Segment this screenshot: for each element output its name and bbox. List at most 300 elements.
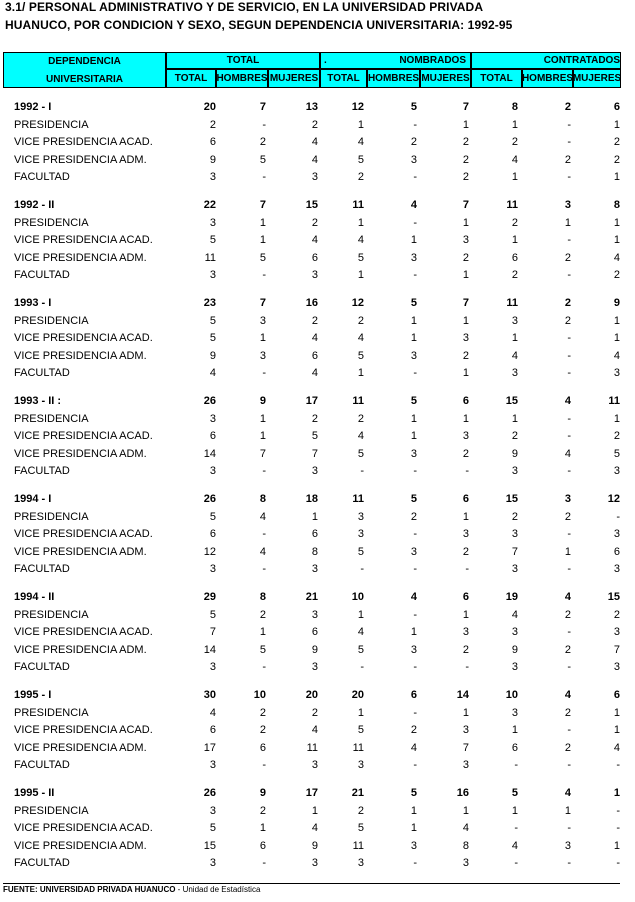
cell-nombrados-mujeres: 2 xyxy=(462,171,469,184)
cell-contratados-total: 1 xyxy=(511,804,518,817)
group-total-hombres: 9 xyxy=(259,787,266,799)
group-total-nombrados-total: 20 xyxy=(351,689,364,701)
cell-contratados-mujeres: 1 xyxy=(613,314,620,327)
cell-contratados-total: 4 xyxy=(511,839,518,852)
cell-total: 4 xyxy=(209,706,216,719)
cell-total: 14 xyxy=(203,447,216,460)
cell-hombres: 1 xyxy=(259,332,266,345)
group-total-contratados-total: 10 xyxy=(505,689,518,701)
cell-contratados-hombres: 2 xyxy=(564,251,571,264)
cell-hombres: - xyxy=(262,528,266,541)
header-total-group: TOTAL xyxy=(166,52,320,69)
cell-nombrados-hombres: - xyxy=(413,367,417,380)
cell-mujeres: 2 xyxy=(311,118,318,131)
cell-nombrados-mujeres: 4 xyxy=(462,822,469,835)
row-label: PRESIDENCIA xyxy=(14,706,89,719)
cell-nombrados-hombres: 3 xyxy=(410,839,417,852)
cell-nombrados-total: 5 xyxy=(357,643,364,656)
cell-mujeres: 2 xyxy=(311,314,318,327)
cell-hombres: 4 xyxy=(259,510,266,523)
group-total-contratados-mujeres: 9 xyxy=(613,297,620,309)
cell-nombrados-total: 5 xyxy=(357,251,364,264)
cell-nombrados-hombres: - xyxy=(413,465,417,478)
group-total-nombrados-total: 12 xyxy=(351,101,364,113)
cell-contratados-total: 6 xyxy=(511,741,518,754)
cell-mujeres: 8 xyxy=(311,545,318,558)
cell-contratados-hombres: 2 xyxy=(564,741,571,754)
group-total-contratados-mujeres: 12 xyxy=(607,493,620,505)
group-total-nombrados-mujeres: 7 xyxy=(462,297,469,309)
cell-nombrados-hombres: 2 xyxy=(410,510,417,523)
group-total-nombrados-total: 11 xyxy=(352,493,364,505)
cell-contratados-total: 4 xyxy=(511,349,518,362)
cell-contratados-total: 9 xyxy=(511,643,518,656)
cell-mujeres: 1 xyxy=(311,510,318,523)
cell-nombrados-mujeres: 2 xyxy=(462,136,469,149)
group-row xyxy=(0,297,635,314)
group-total-mujeres: 15 xyxy=(305,199,318,211)
group-total-nombrados-total: 11 xyxy=(352,395,364,407)
cell-nombrados-total: 2 xyxy=(357,171,364,184)
cell-total: 7 xyxy=(209,626,216,639)
cell-hombres: 1 xyxy=(259,216,266,229)
table-row xyxy=(0,528,635,545)
header-dependencia xyxy=(3,52,166,88)
cell-nombrados-total: 4 xyxy=(357,234,364,247)
cell-nombrados-total: 3 xyxy=(357,528,364,541)
cell-contratados-hombres: 2 xyxy=(564,153,571,166)
subheader-nombrados-mujeres: MUJERES xyxy=(420,69,471,88)
row-label: PRESIDENCIA xyxy=(14,314,89,327)
group-total-nombrados-hombres: 5 xyxy=(410,493,417,505)
cell-contratados-hombres: - xyxy=(567,822,571,835)
cell-total: 12 xyxy=(203,545,216,558)
group-total-contratados-hombres: 2 xyxy=(564,297,571,309)
group-total-nombrados-mujeres: 6 xyxy=(462,395,469,407)
cell-nombrados-mujeres: 1 xyxy=(462,412,469,425)
cell-contratados-hombres: - xyxy=(567,332,571,345)
cell-nombrados-mujeres: 3 xyxy=(462,332,469,345)
cell-nombrados-mujeres: 1 xyxy=(462,608,469,621)
group-total-nombrados-hombres: 4 xyxy=(410,199,417,211)
cell-nombrados-mujeres: 2 xyxy=(462,349,469,362)
cell-contratados-mujeres: 2 xyxy=(613,608,620,621)
cell-mujeres: 4 xyxy=(311,136,318,149)
group-total-contratados-total: 11 xyxy=(506,297,518,309)
cell-mujeres: 3 xyxy=(311,759,318,772)
cell-nombrados-total: 11 xyxy=(352,839,364,852)
group-total-hombres: 7 xyxy=(259,101,266,113)
cell-hombres: 3 xyxy=(259,349,266,362)
cell-contratados-mujeres: - xyxy=(616,857,620,870)
cell-contratados-hombres: - xyxy=(567,528,571,541)
table-row xyxy=(0,332,635,349)
cell-total: 9 xyxy=(209,153,216,166)
cell-nombrados-hombres: - xyxy=(413,118,417,131)
cell-contratados-total: 3 xyxy=(511,626,518,639)
cell-mujeres: 9 xyxy=(311,643,318,656)
cell-nombrados-total: 3 xyxy=(357,510,364,523)
group-total-total: 30 xyxy=(203,689,216,701)
cell-mujeres: 2 xyxy=(311,706,318,719)
cell-mujeres: 11 xyxy=(306,741,318,754)
cell-nombrados-hombres: 1 xyxy=(410,626,417,639)
cell-nombrados-total: 1 xyxy=(357,608,364,621)
cell-contratados-mujeres: 1 xyxy=(613,171,620,184)
group-total-nombrados-total: 11 xyxy=(352,199,364,211)
cell-contratados-total: 3 xyxy=(511,563,518,576)
cell-hombres: - xyxy=(262,367,266,380)
group-total-contratados-mujeres: 11 xyxy=(608,395,620,407)
group-row xyxy=(0,591,635,608)
cell-nombrados-mujeres: 3 xyxy=(462,234,469,247)
group-total-contratados-mujeres: 6 xyxy=(613,101,620,113)
cell-total: 17 xyxy=(203,741,216,754)
group-total-contratados-hombres: 2 xyxy=(564,101,571,113)
cell-nombrados-mujeres: - xyxy=(465,563,469,576)
cell-nombrados-mujeres: 3 xyxy=(462,528,469,541)
cell-hombres: 2 xyxy=(259,724,266,737)
row-label: VICE PRESIDENCIA ACAD. xyxy=(14,430,153,443)
cell-nombrados-hombres: 3 xyxy=(410,545,417,558)
subheader-nombrados-total: TOTAL xyxy=(320,69,367,88)
group-total-nombrados-mujeres: 6 xyxy=(462,493,469,505)
table-row xyxy=(0,626,635,643)
group-total-contratados-hombres: 3 xyxy=(564,199,571,211)
group-total-contratados-mujeres: 15 xyxy=(607,591,620,603)
cell-contratados-hombres: 2 xyxy=(564,643,571,656)
cell-contratados-total: 3 xyxy=(511,367,518,380)
cell-contratados-total: 3 xyxy=(511,314,518,327)
cell-nombrados-total: 3 xyxy=(357,759,364,772)
cell-nombrados-mujeres: 2 xyxy=(462,643,469,656)
cell-nombrados-hombres: 1 xyxy=(410,430,417,443)
cell-contratados-total: 4 xyxy=(511,608,518,621)
cell-nombrados-total: 3 xyxy=(357,857,364,870)
header-nombrados-label: NOMBRADOS xyxy=(399,55,466,66)
row-label: VICE PRESIDENCIA ADM. xyxy=(14,545,147,558)
cell-nombrados-mujeres: 2 xyxy=(462,447,469,460)
cell-contratados-mujeres: 7 xyxy=(613,643,620,656)
header-nombrados-mark: . xyxy=(324,55,327,66)
cell-contratados-hombres: - xyxy=(567,430,571,443)
cell-nombrados-total: 11 xyxy=(352,741,364,754)
group-total-contratados-total: 15 xyxy=(505,395,518,407)
row-label: FACULTAD xyxy=(14,661,70,674)
group-label: 1994 - I xyxy=(14,493,52,505)
cell-total: 9 xyxy=(209,349,216,362)
group-total-nombrados-mujeres: 7 xyxy=(462,199,469,211)
group-total-nombrados-hombres: 5 xyxy=(410,787,417,799)
cell-nombrados-hombres: 3 xyxy=(410,251,417,264)
cell-nombrados-hombres: - xyxy=(413,171,417,184)
subheader-contratados-mujeres: MUJERES xyxy=(573,69,621,88)
group-total-hombres: 9 xyxy=(259,395,266,407)
cell-contratados-total: 1 xyxy=(511,234,518,247)
table-row xyxy=(0,759,635,776)
cell-hombres: 6 xyxy=(259,741,266,754)
cell-contratados-mujeres: 3 xyxy=(613,528,620,541)
source-note-unit: - Unidad de Estadística xyxy=(175,885,261,894)
table-row xyxy=(0,511,635,528)
cell-nombrados-hombres: - xyxy=(413,269,417,282)
cell-contratados-hombres: - xyxy=(567,367,571,380)
row-label: VICE PRESIDENCIA ADM. xyxy=(14,153,147,166)
group-row xyxy=(0,395,635,412)
table-header xyxy=(0,52,635,88)
cell-nombrados-mujeres: 1 xyxy=(462,804,469,817)
table-row xyxy=(0,367,635,384)
cell-total: 3 xyxy=(209,171,216,184)
group-total-nombrados-total: 10 xyxy=(351,591,364,603)
cell-hombres: - xyxy=(262,563,266,576)
group-label: 1993 - I xyxy=(14,297,52,309)
cell-hombres: 1 xyxy=(259,822,266,835)
group-total-total: 26 xyxy=(203,493,216,505)
cell-nombrados-mujeres: 8 xyxy=(462,839,469,852)
group-total-contratados-total: 11 xyxy=(506,199,518,211)
group-row xyxy=(0,689,635,706)
cell-contratados-total: 1 xyxy=(511,118,518,131)
group-total-nombrados-mujeres: 7 xyxy=(462,101,469,113)
cell-nombrados-mujeres: 3 xyxy=(462,759,469,772)
row-label: VICE PRESIDENCIA ADM. xyxy=(14,349,147,362)
cell-nombrados-total: 4 xyxy=(357,332,364,345)
cell-nombrados-mujeres: 1 xyxy=(462,706,469,719)
cell-nombrados-mujeres: 3 xyxy=(462,430,469,443)
cell-mujeres: 9 xyxy=(311,839,318,852)
group-total-nombrados-hombres: 4 xyxy=(410,591,417,603)
cell-nombrados-mujeres: 3 xyxy=(462,857,469,870)
row-label: VICE PRESIDENCIA ADM. xyxy=(14,251,147,264)
row-label: PRESIDENCIA xyxy=(14,118,89,131)
group-row xyxy=(0,493,635,510)
table-row xyxy=(0,840,635,857)
group-total-hombres: 7 xyxy=(259,199,266,211)
cell-contratados-hombres: - xyxy=(567,118,571,131)
cell-contratados-hombres: 2 xyxy=(564,706,571,719)
cell-hombres: 2 xyxy=(259,608,266,621)
table-row xyxy=(0,546,635,563)
cell-contratados-mujeres: 1 xyxy=(613,332,620,345)
cell-contratados-hombres: 3 xyxy=(564,839,571,852)
group-total-mujeres: 18 xyxy=(305,493,318,505)
cell-total: 2 xyxy=(209,118,216,131)
header-contratados-group: CONTRATADOS xyxy=(471,52,621,69)
cell-mujeres: 4 xyxy=(311,153,318,166)
table-row xyxy=(0,217,635,234)
cell-contratados-mujeres: 3 xyxy=(613,367,620,380)
group-row xyxy=(0,199,635,216)
table-row xyxy=(0,609,635,626)
group-total-total: 29 xyxy=(203,591,216,603)
cell-nombrados-total: - xyxy=(360,563,364,576)
cell-contratados-hombres: 1 xyxy=(564,804,571,817)
cell-nombrados-hombres: - xyxy=(413,216,417,229)
cell-nombrados-total: 4 xyxy=(357,136,364,149)
cell-contratados-hombres: - xyxy=(567,349,571,362)
cell-contratados-mujeres: 2 xyxy=(613,153,620,166)
cell-mujeres: 6 xyxy=(311,349,318,362)
cell-nombrados-total: 1 xyxy=(357,367,364,380)
row-label: VICE PRESIDENCIA ADM. xyxy=(14,741,147,754)
cell-nombrados-total: 1 xyxy=(357,269,364,282)
group-total-total: 26 xyxy=(203,395,216,407)
cell-nombrados-hombres: 3 xyxy=(410,643,417,656)
table-row xyxy=(0,563,635,580)
cell-nombrados-hombres: 1 xyxy=(410,822,417,835)
row-label: PRESIDENCIA xyxy=(14,608,89,621)
cell-contratados-hombres: 2 xyxy=(564,510,571,523)
cell-nombrados-hombres: 3 xyxy=(410,153,417,166)
cell-contratados-total: 1 xyxy=(511,412,518,425)
row-label: PRESIDENCIA xyxy=(14,804,89,817)
group-total-mujeres: 16 xyxy=(305,297,318,309)
cell-mujeres: 3 xyxy=(311,563,318,576)
footer-rule xyxy=(3,883,620,884)
cell-hombres: - xyxy=(262,171,266,184)
group-row xyxy=(0,101,635,118)
cell-total: 3 xyxy=(209,269,216,282)
cell-total: 15 xyxy=(203,839,216,852)
group-total-nombrados-hombres: 5 xyxy=(410,101,417,113)
group-total-contratados-hombres: 3 xyxy=(564,493,571,505)
cell-hombres: - xyxy=(262,759,266,772)
table-row xyxy=(0,350,635,367)
cell-nombrados-hombres: - xyxy=(413,857,417,870)
cell-hombres: 6 xyxy=(259,839,266,852)
group-total-contratados-total: 19 xyxy=(505,591,518,603)
cell-mujeres: 4 xyxy=(311,822,318,835)
cell-mujeres: 7 xyxy=(311,447,318,460)
cell-mujeres: 6 xyxy=(311,626,318,639)
group-total-nombrados-hombres: 5 xyxy=(410,395,417,407)
subheader-contratados-total: TOTAL xyxy=(471,69,522,88)
cell-nombrados-hombres: 1 xyxy=(410,412,417,425)
cell-total: 6 xyxy=(209,724,216,737)
cell-nombrados-total: 2 xyxy=(357,314,364,327)
cell-contratados-mujeres: 3 xyxy=(613,626,620,639)
cell-mujeres: 4 xyxy=(311,367,318,380)
cell-nombrados-total: 5 xyxy=(357,153,364,166)
group-total-hombres: 8 xyxy=(259,591,266,603)
cell-total: 3 xyxy=(209,857,216,870)
cell-contratados-hombres: 4 xyxy=(564,447,571,460)
cell-mujeres: 3 xyxy=(311,269,318,282)
group-total-contratados-mujeres: 1 xyxy=(613,787,620,799)
cell-nombrados-mujeres: - xyxy=(465,465,469,478)
cell-nombrados-total: - xyxy=(360,465,364,478)
row-label: VICE PRESIDENCIA ACAD. xyxy=(14,234,153,247)
table-row xyxy=(0,707,635,724)
cell-total: 6 xyxy=(209,430,216,443)
cell-nombrados-total: 5 xyxy=(357,447,364,460)
cell-contratados-total: 2 xyxy=(511,216,518,229)
cell-total: 6 xyxy=(209,528,216,541)
cell-contratados-total: 3 xyxy=(511,661,518,674)
table-row xyxy=(0,234,635,251)
cell-nombrados-mujeres: 1 xyxy=(462,216,469,229)
group-total-nombrados-mujeres: 16 xyxy=(456,787,469,799)
row-label: FACULTAD xyxy=(14,465,70,478)
cell-contratados-mujeres: 1 xyxy=(613,724,620,737)
cell-hombres: - xyxy=(262,118,266,131)
cell-contratados-total: 1 xyxy=(511,171,518,184)
cell-contratados-mujeres: 4 xyxy=(613,251,620,264)
cell-total: 3 xyxy=(209,465,216,478)
cell-nombrados-total: 5 xyxy=(357,545,364,558)
cell-nombrados-hombres: 4 xyxy=(410,741,417,754)
group-total-contratados-total: 15 xyxy=(505,493,518,505)
cell-nombrados-mujeres: 1 xyxy=(462,367,469,380)
cell-contratados-total: 2 xyxy=(511,136,518,149)
cell-mujeres: 6 xyxy=(311,251,318,264)
cell-total: 6 xyxy=(209,136,216,149)
cell-nombrados-hombres: - xyxy=(413,528,417,541)
cell-contratados-mujeres: 1 xyxy=(613,216,620,229)
cell-contratados-total: 3 xyxy=(511,706,518,719)
cell-mujeres: 1 xyxy=(311,804,318,817)
group-total-total: 23 xyxy=(203,297,216,309)
group-total-hombres: 7 xyxy=(259,297,266,309)
cell-nombrados-mujeres: 2 xyxy=(462,153,469,166)
table-row xyxy=(0,822,635,839)
cell-contratados-mujeres: 3 xyxy=(613,563,620,576)
cell-total: 11 xyxy=(204,251,216,264)
cell-nombrados-total: 2 xyxy=(357,412,364,425)
cell-nombrados-hombres: 1 xyxy=(410,332,417,345)
cell-nombrados-mujeres: 1 xyxy=(462,269,469,282)
cell-nombrados-total: 1 xyxy=(357,118,364,131)
cell-contratados-mujeres: - xyxy=(616,759,620,772)
group-total-nombrados-mujeres: 6 xyxy=(462,591,469,603)
cell-nombrados-total: 4 xyxy=(357,626,364,639)
cell-mujeres: 3 xyxy=(311,465,318,478)
cell-mujeres: 2 xyxy=(311,412,318,425)
cell-contratados-mujeres: 5 xyxy=(613,447,620,460)
group-label: 1995 - I xyxy=(14,689,52,701)
cell-contratados-total: - xyxy=(514,822,518,835)
cell-contratados-hombres: - xyxy=(567,626,571,639)
cell-total: 3 xyxy=(209,661,216,674)
cell-hombres: 5 xyxy=(259,643,266,656)
cell-contratados-mujeres: 2 xyxy=(613,136,620,149)
cell-contratados-hombres: - xyxy=(567,269,571,282)
group-total-total: 20 xyxy=(203,101,216,113)
cell-total: 3 xyxy=(209,759,216,772)
group-total-contratados-hombres: 4 xyxy=(564,591,571,603)
cell-contratados-hombres: - xyxy=(567,724,571,737)
table-row xyxy=(0,269,635,286)
cell-hombres: 1 xyxy=(259,234,266,247)
cell-nombrados-mujeres: 3 xyxy=(462,724,469,737)
table-row xyxy=(0,154,635,171)
cell-contratados-hombres: 2 xyxy=(564,314,571,327)
group-total-total: 22 xyxy=(203,199,216,211)
cell-contratados-mujeres: 4 xyxy=(613,741,620,754)
cell-total: 5 xyxy=(209,314,216,327)
cell-contratados-mujeres: 4 xyxy=(613,349,620,362)
row-label: VICE PRESIDENCIA ADM. xyxy=(14,643,147,656)
cell-contratados-total: 1 xyxy=(511,724,518,737)
cell-contratados-hombres: - xyxy=(567,857,571,870)
cell-contratados-mujeres: 3 xyxy=(613,661,620,674)
row-label: FACULTAD xyxy=(14,857,70,870)
cell-nombrados-hombres: - xyxy=(413,608,417,621)
cell-nombrados-total: 5 xyxy=(357,349,364,362)
cell-contratados-hombres: - xyxy=(567,412,571,425)
header-dependencia-line-1: DEPENDENCIA xyxy=(48,55,121,67)
